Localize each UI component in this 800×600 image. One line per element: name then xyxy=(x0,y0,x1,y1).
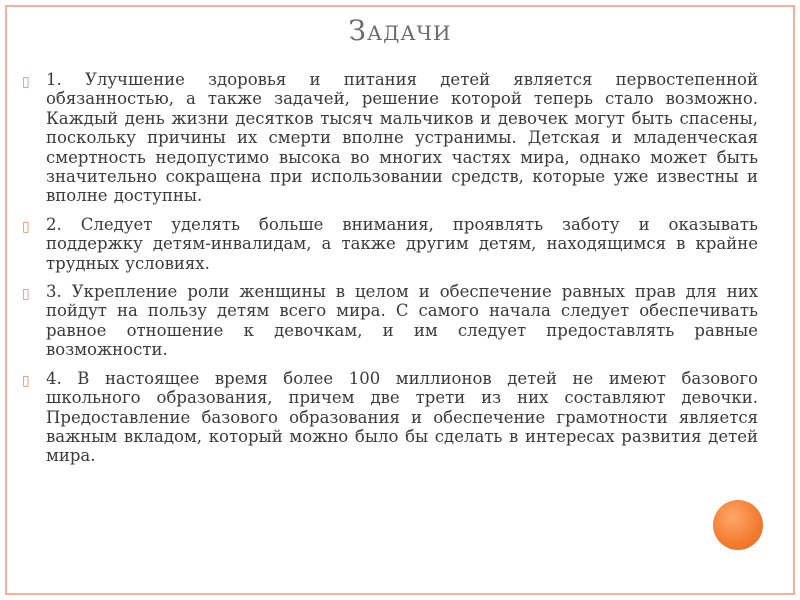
bullet-icon: ▯ xyxy=(22,74,30,90)
list-item-text: 2. Следует уделять больше внимания, проявлять заботу и оказывать поддержку детям-инвалидам, а также другим детям, находящимся в крайне трудных условиях. xyxy=(46,214,758,273)
list-item-text: 1. Улучшение здоровья и питания детей является первостепенной обязанностью, а также задачей, решение которой теперь стало возможно. Каждый день жизни десятков тысяч мальчиков и девочек могут быть спасены, поскольку причины их смерти вполне устранимы. Детская и младенческая смертность недопустимо высока во многих частях мира, однако может быть значительно сокращена при использовании средств, которые уже известны и вполне доступны. xyxy=(46,70,758,206)
frame-left-line xyxy=(5,5,7,595)
list-item xyxy=(22,369,758,466)
slide-title: Задачи xyxy=(348,14,452,47)
frame-top-line xyxy=(5,5,795,7)
list-item xyxy=(22,70,758,206)
decorative-circle-icon xyxy=(713,500,763,550)
bullet-icon: ▯ xyxy=(22,286,30,303)
frame-right-line xyxy=(793,5,795,595)
frame-bottom-line xyxy=(5,593,795,595)
list-item-text: 3. Укрепление роли женщины в целом и обеспечение равных прав для них пойдут на пользу детям всего мира. С самого начала следует обеспечивать равное отношение к девочкам, и им следует предоставлять равные возможности. xyxy=(46,282,758,360)
list-item xyxy=(22,215,758,273)
list-item-text: 4. В настоящее время более 100 миллионов детей не имеют базового школьного образования, причем две трети из них составляют девочки. Предоставление базового образования и обеспечение грамотности является важным вкладом, который можно было бы сделать в интересах развития детей мира. xyxy=(46,368,758,466)
bullet-icon: ▯ xyxy=(22,218,30,235)
list-item xyxy=(22,282,758,360)
bullet-icon: ▯ xyxy=(22,372,30,389)
bullet-list xyxy=(22,70,758,475)
